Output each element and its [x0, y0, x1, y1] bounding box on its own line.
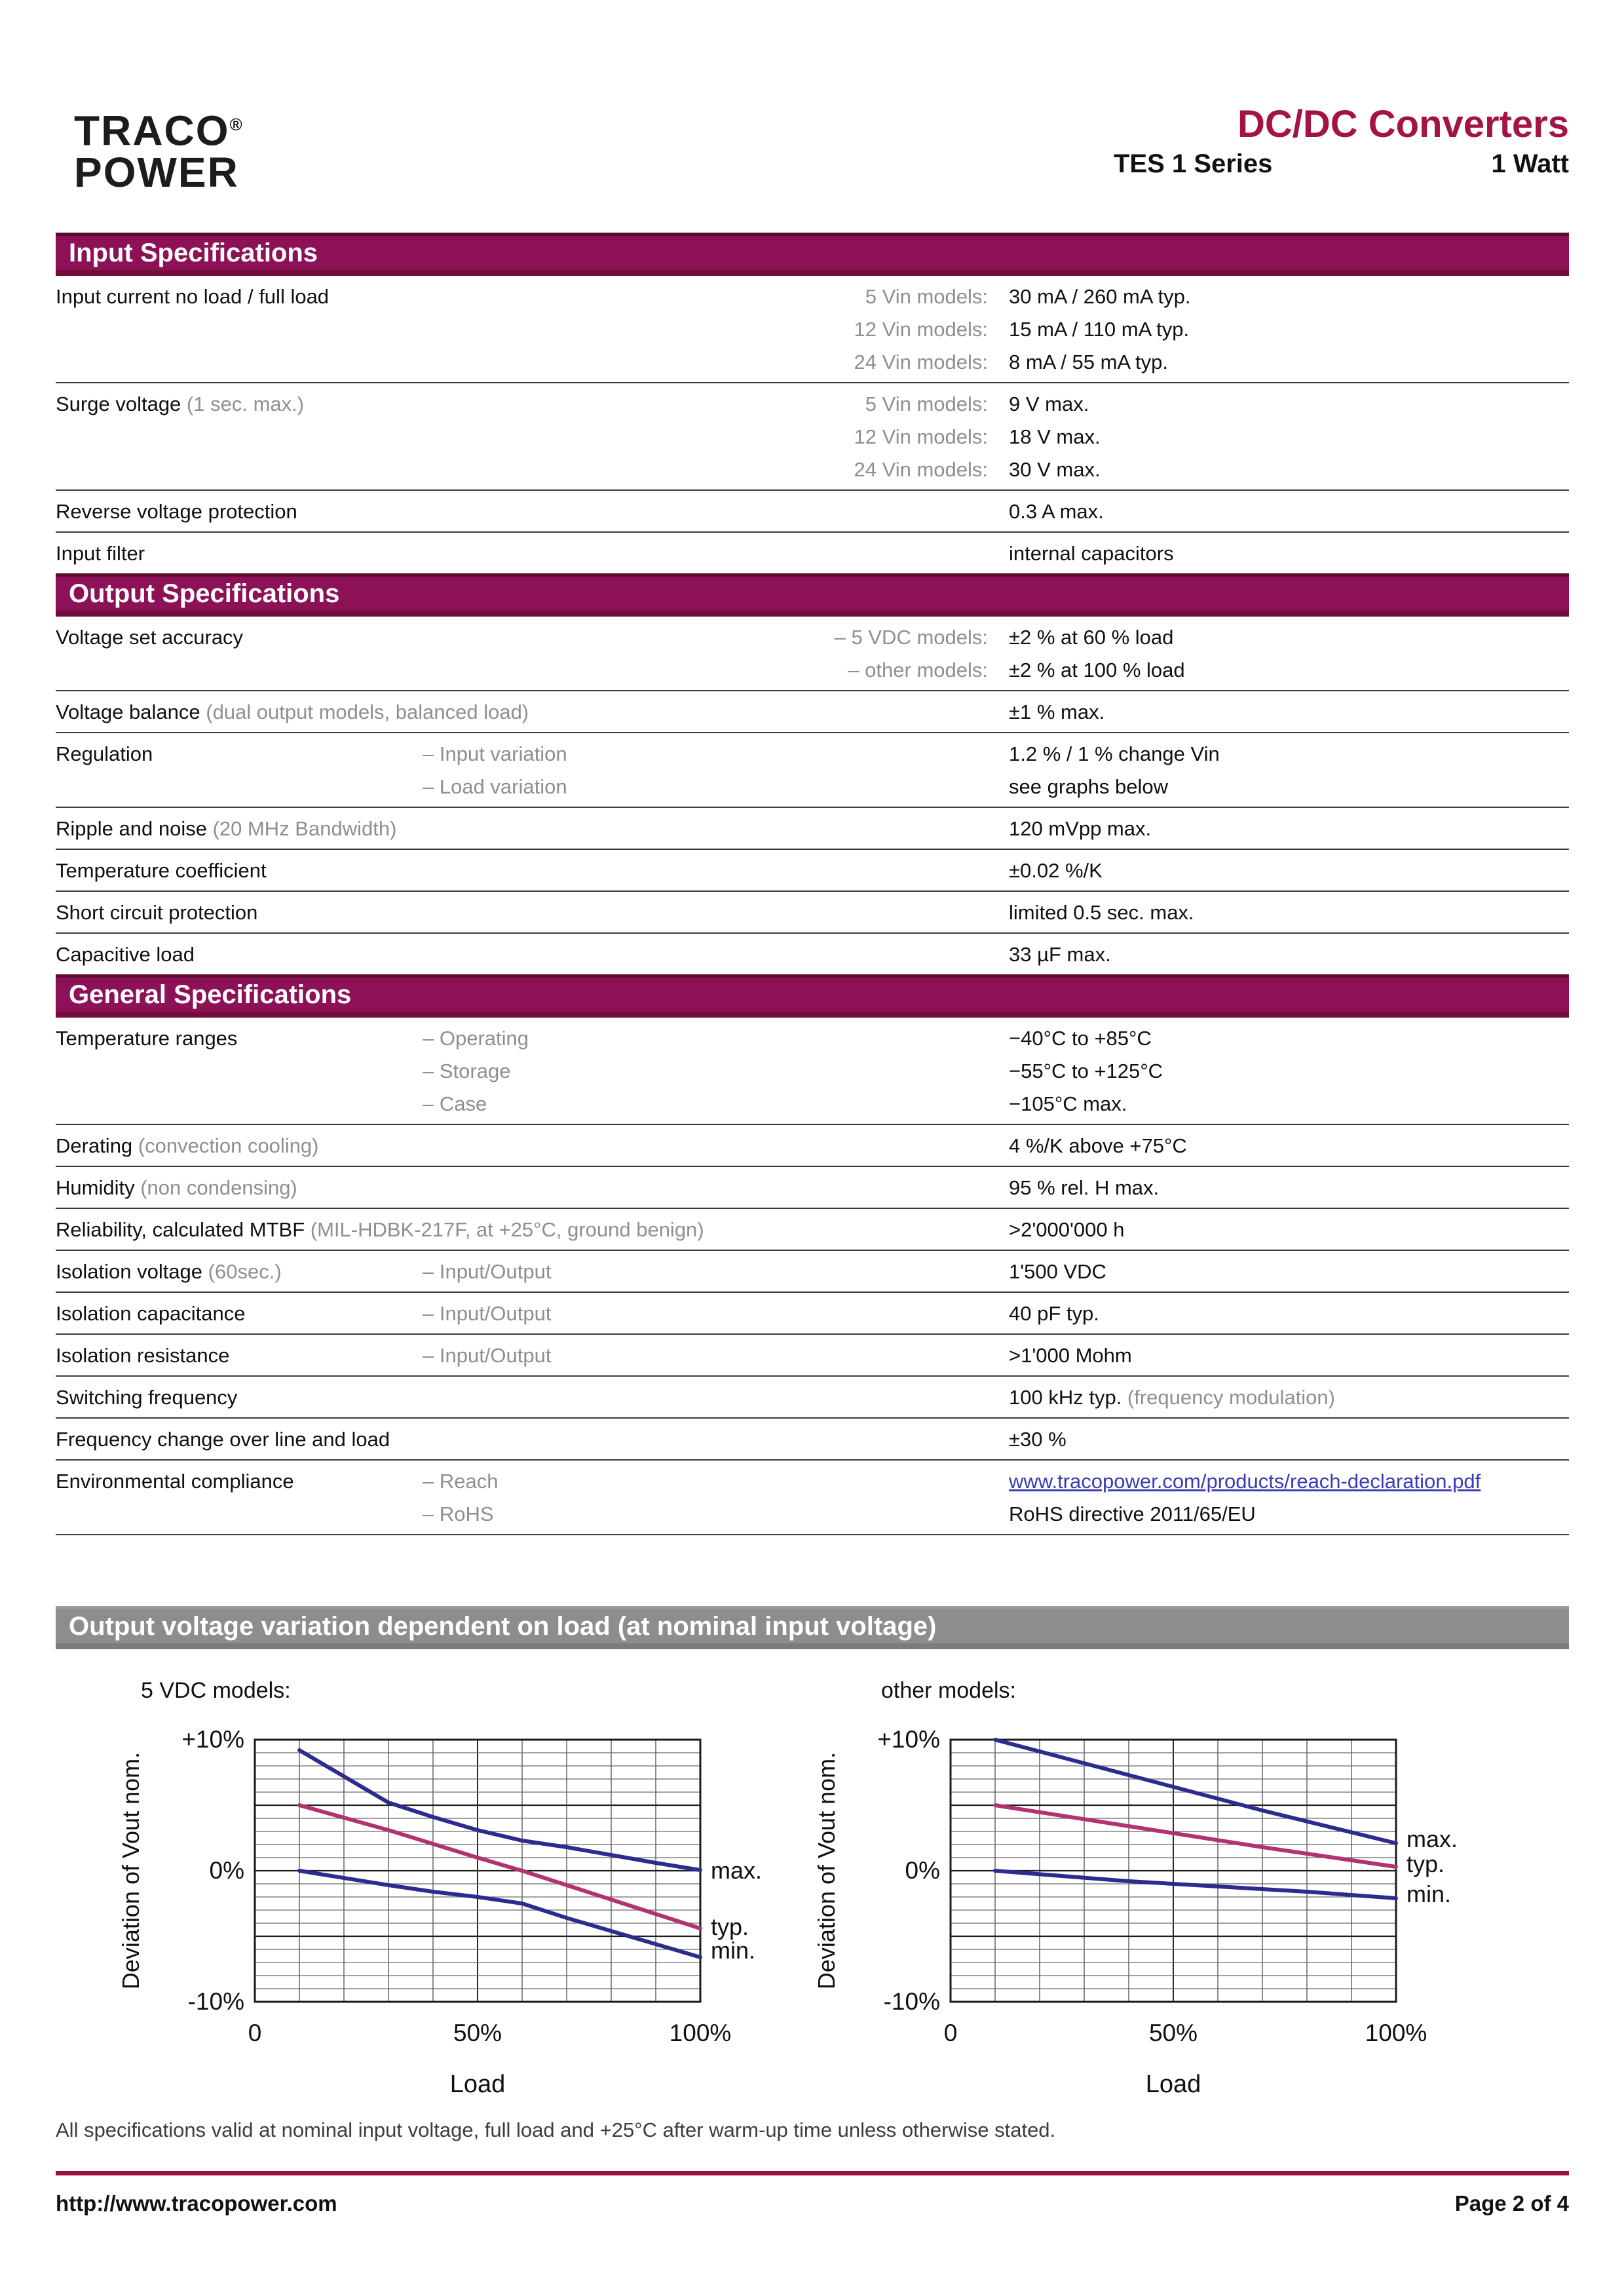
header-title-block	[1114, 105, 1569, 179]
x-axis-tick: 50%	[453, 2019, 502, 2046]
spec-label-note: (convection cooling)	[132, 1134, 319, 1157]
spec-value: 95 % rel. H max.	[1009, 1176, 1160, 1199]
spec-row	[56, 276, 1569, 383]
spec-value: 8 mA / 55 mA typ.	[1009, 351, 1168, 373]
spec-value: −40°C to +85°C	[1009, 1027, 1152, 1050]
spec-sublabel: – Operating	[423, 1027, 529, 1050]
spec-row	[56, 491, 1569, 533]
spec-sublabel: 12 Vin models:	[854, 425, 988, 448]
spec-row-line	[56, 813, 1569, 846]
spec-row	[56, 1209, 1569, 1251]
spec-row-line	[56, 1466, 1569, 1499]
curve-min	[995, 1871, 1396, 1898]
spec-label: Input filter	[56, 542, 145, 565]
spec-row-line	[56, 1056, 1569, 1088]
section-header-output: Output Specifications	[56, 573, 1569, 617]
charts-region	[56, 1649, 1569, 2108]
page-content	[56, 0, 1569, 2216]
spec-value: 15 mA / 110 mA typ.	[1009, 318, 1190, 341]
footnote: All specifications valid at nominal input voltage, full load and +25°C after warm-up time unless otherwise stated.	[56, 2118, 1056, 2141]
traco-power-logo	[74, 104, 242, 197]
spec-row	[56, 1018, 1569, 1125]
y-axis-tick: -10%	[883, 1988, 940, 2015]
footer-url[interactable]: http://www.tracopower.com	[56, 2191, 337, 2215]
output-spec-rows	[56, 617, 1569, 974]
spec-row-line	[56, 1499, 1569, 1531]
spec-row-line	[56, 771, 1569, 804]
spec-label-note: (60sec.)	[202, 1260, 282, 1283]
spec-label-note: (MIL-HDBK-217F, at +25°C, ground benign)	[305, 1218, 704, 1241]
spec-label: Voltage balance (dual output models, balanced load)	[56, 700, 529, 723]
spec-value	[1009, 1470, 1481, 1493]
spec-value: 18 V max.	[1009, 425, 1101, 448]
spec-row	[56, 1419, 1569, 1461]
curve-max	[299, 1750, 700, 1870]
spec-row-line	[56, 939, 1569, 972]
spec-value: 120 mVpp max.	[1009, 817, 1152, 840]
section-header-general: General Specifications	[56, 974, 1569, 1018]
spec-value: 1'500 VDC	[1009, 1260, 1106, 1283]
spec-value: 30 mA / 260 mA typ.	[1009, 285, 1191, 308]
spec-label: Temperature ranges	[56, 1027, 238, 1050]
x-axis-tick: 100%	[669, 2019, 732, 2046]
spec-value: ±30 %	[1009, 1428, 1067, 1451]
spec-row	[56, 1335, 1569, 1377]
spec-label: Surge voltage (1 sec. max.)	[56, 392, 305, 415]
input-spec-rows	[56, 276, 1569, 573]
spec-sublabel: – Input variation	[423, 742, 567, 765]
spec-row-line	[56, 1088, 1569, 1121]
section-output-specifications	[56, 573, 1569, 974]
section-general-specifications	[56, 974, 1569, 1535]
curve-label-min: min.	[711, 1937, 756, 1964]
spec-row-line	[56, 1298, 1569, 1331]
spec-row	[56, 850, 1569, 892]
curve-max	[995, 1740, 1396, 1843]
chart-heading-5vdc: 5 VDC models:	[141, 1678, 291, 1703]
spec-sublabel: – Input/Output	[423, 1260, 552, 1283]
y-axis-tick: +10%	[877, 1727, 940, 1753]
spec-row-line	[56, 655, 1569, 687]
spec-row-line	[56, 738, 1569, 771]
spec-value: 0.3 A max.	[1009, 500, 1104, 523]
spec-label: Derating (convection cooling)	[56, 1134, 319, 1157]
spec-row	[56, 533, 1569, 573]
chart-heading-other: other models:	[881, 1678, 1016, 1703]
spec-value: see graphs below	[1009, 775, 1168, 798]
curve-label-typ: typ.	[711, 1913, 749, 1940]
chart-other-models	[803, 1727, 1514, 2120]
series-name: TES 1 Series	[1114, 149, 1273, 178]
footer-divider	[56, 2171, 1569, 2175]
spec-label-note: (20 MHz Bandwidth)	[206, 817, 397, 840]
spec-label: Switching frequency	[56, 1386, 238, 1409]
spec-sublabel: – Case	[423, 1092, 487, 1115]
spec-value: 30 V max.	[1009, 458, 1101, 481]
spec-row-line	[56, 1023, 1569, 1056]
curve-label-typ: typ.	[1407, 1850, 1445, 1877]
registered-mark: ®	[229, 115, 242, 134]
spec-row-line	[56, 454, 1569, 487]
spec-sublabel: – Reach	[423, 1470, 499, 1493]
section-header-input: Input Specifications	[56, 233, 1569, 276]
spec-value: 1.2 % / 1 % change Vin	[1009, 742, 1220, 765]
spec-row-line	[56, 1130, 1569, 1163]
logo-line1: TRACO	[74, 107, 230, 155]
chart-5vdc-models	[107, 1727, 818, 2120]
spec-row	[56, 1251, 1569, 1293]
spec-label-note: (non condensing)	[134, 1176, 297, 1199]
spec-label: Frequency change over line and load	[56, 1428, 390, 1451]
spec-row-line	[56, 1424, 1569, 1457]
spec-row-line	[56, 897, 1569, 930]
spec-label: Isolation resistance	[56, 1344, 230, 1367]
spec-label: Regulation	[56, 742, 153, 765]
spec-row	[56, 617, 1569, 691]
x-axis-tick: 0	[248, 2019, 262, 2046]
spec-sublabel: – RoHS	[423, 1502, 494, 1525]
section-input-specifications	[56, 233, 1569, 573]
spec-value: 100 kHz typ. (frequency modulation)	[1009, 1386, 1335, 1409]
page-title: DC/DC Converters	[1237, 103, 1569, 145]
spec-row-line	[56, 855, 1569, 888]
spec-row-line	[56, 1214, 1569, 1247]
spec-label: Ripple and noise (20 MHz Bandwidth)	[56, 817, 397, 840]
spec-label: Reverse voltage protection	[56, 500, 297, 523]
spec-sublabel: – Input/Output	[423, 1302, 552, 1325]
spec-sublabel: 24 Vin models:	[854, 351, 988, 373]
spec-row	[56, 1377, 1569, 1419]
spec-row	[56, 1167, 1569, 1209]
x-axis-tick: 100%	[1365, 2019, 1427, 2046]
spec-value: −105°C max.	[1009, 1092, 1127, 1115]
curve-label-max: max.	[1407, 1826, 1458, 1852]
curve-label-min: min.	[1407, 1881, 1452, 1907]
spec-row	[56, 892, 1569, 934]
spec-sublabel: – Load variation	[423, 775, 567, 798]
spec-row-line	[56, 496, 1569, 529]
spec-sublabel: 5 Vin models:	[865, 392, 988, 415]
x-axis-title: Load	[1145, 2071, 1201, 2098]
y-axis-tick: 0%	[209, 1857, 244, 1884]
spec-row-line	[56, 1382, 1569, 1415]
spec-label: Short circuit protection	[56, 901, 258, 924]
spec-value: ±0.02 %/K	[1009, 859, 1103, 882]
general-spec-rows	[56, 1018, 1569, 1535]
header-subtitle	[1114, 149, 1569, 179]
x-axis-tick: 0	[943, 2019, 958, 2046]
spec-sublabel: – other models:	[848, 659, 988, 681]
spec-row	[56, 1293, 1569, 1335]
spec-sublabel: – Storage	[423, 1060, 511, 1082]
x-axis-tick: 50%	[1148, 2019, 1198, 2046]
spec-label: Input current no load / full load	[56, 285, 330, 308]
spec-value: 9 V max.	[1009, 392, 1089, 415]
spec-value: >1'000 Mohm	[1009, 1344, 1132, 1367]
spec-sublabel: 5 Vin models:	[865, 285, 988, 308]
spec-label: Humidity (non condensing)	[56, 1176, 297, 1199]
spec-value: 4 %/K above +75°C	[1009, 1134, 1187, 1157]
page-number: Page 2 of 4	[1454, 2191, 1569, 2215]
spec-row-line	[56, 697, 1569, 729]
spec-value: −55°C to +125°C	[1009, 1060, 1163, 1082]
spec-label: Capacitive load	[56, 943, 195, 966]
spec-row-line	[56, 389, 1569, 421]
spec-row-line	[56, 421, 1569, 454]
spec-row-line	[56, 281, 1569, 314]
spec-value: ±2 % at 60 % load	[1009, 626, 1174, 649]
spec-value-note: (frequency modulation)	[1122, 1386, 1335, 1409]
spec-label: Environmental compliance	[56, 1470, 294, 1493]
spec-label: Reliability, calculated MTBF (MIL-HDBK-217F, at +25°C, ground benign)	[56, 1218, 704, 1241]
spec-row-line	[56, 347, 1569, 379]
spec-row	[56, 934, 1569, 974]
spec-row	[56, 691, 1569, 733]
spec-value: 40 pF typ.	[1009, 1302, 1099, 1325]
logo-line2: POWER	[74, 149, 239, 197]
spec-row	[56, 1125, 1569, 1167]
y-axis-title: Deviation of Vout nom.	[117, 1751, 144, 1990]
spec-sublabel: – Input/Output	[423, 1344, 552, 1367]
spec-row-line	[56, 1340, 1569, 1373]
spec-label: Temperature coefficient	[56, 859, 267, 882]
spec-row	[56, 733, 1569, 808]
y-axis-tick: -10%	[187, 1988, 244, 2015]
spec-row-line	[56, 314, 1569, 347]
spec-label: Voltage set accuracy	[56, 626, 244, 649]
spec-label-note: (dual output models, balanced load)	[200, 700, 529, 723]
y-axis-tick: 0%	[905, 1857, 940, 1884]
spec-row	[56, 383, 1569, 491]
spec-label-note: (1 sec. max.)	[181, 392, 305, 415]
spec-value: limited 0.5 sec. max.	[1009, 901, 1194, 924]
spec-row-line	[56, 622, 1569, 655]
spec-value: ±1 % max.	[1009, 700, 1105, 723]
spec-label: Isolation voltage (60sec.)	[56, 1260, 282, 1283]
spec-value: RoHS directive 2011/65/EU	[1009, 1502, 1256, 1525]
watt-rating: 1 Watt	[1491, 149, 1569, 178]
spec-row-line	[56, 538, 1569, 571]
spec-row	[56, 1461, 1569, 1535]
spec-value: 33 µF max.	[1009, 943, 1111, 966]
page-header	[56, 0, 1569, 233]
spec-value: >2'000'000 h	[1009, 1218, 1125, 1241]
spec-row-line	[56, 1172, 1569, 1205]
curve-label-max: max.	[711, 1857, 763, 1884]
y-axis-title: Deviation of Vout nom.	[813, 1751, 840, 1990]
spec-value: internal capacitors	[1009, 542, 1174, 565]
x-axis-title: Load	[449, 2071, 506, 2098]
reach-declaration-link[interactable]: www.tracopower.com/products/reach-declaration.pdf	[1009, 1470, 1481, 1493]
spec-label: Isolation capacitance	[56, 1302, 246, 1325]
y-axis-tick: +10%	[181, 1727, 244, 1753]
spec-sublabel: 12 Vin models:	[854, 318, 988, 341]
charts-section-header: Output voltage variation dependent on load (at nominal input voltage)	[56, 1606, 1569, 1649]
spec-row-line	[56, 1256, 1569, 1289]
spec-sublabel: – 5 VDC models:	[834, 626, 988, 649]
spec-sublabel: 24 Vin models:	[854, 458, 988, 481]
page-footer	[56, 2191, 1569, 2216]
spec-row	[56, 808, 1569, 850]
spec-value: ±2 % at 100 % load	[1009, 659, 1185, 681]
